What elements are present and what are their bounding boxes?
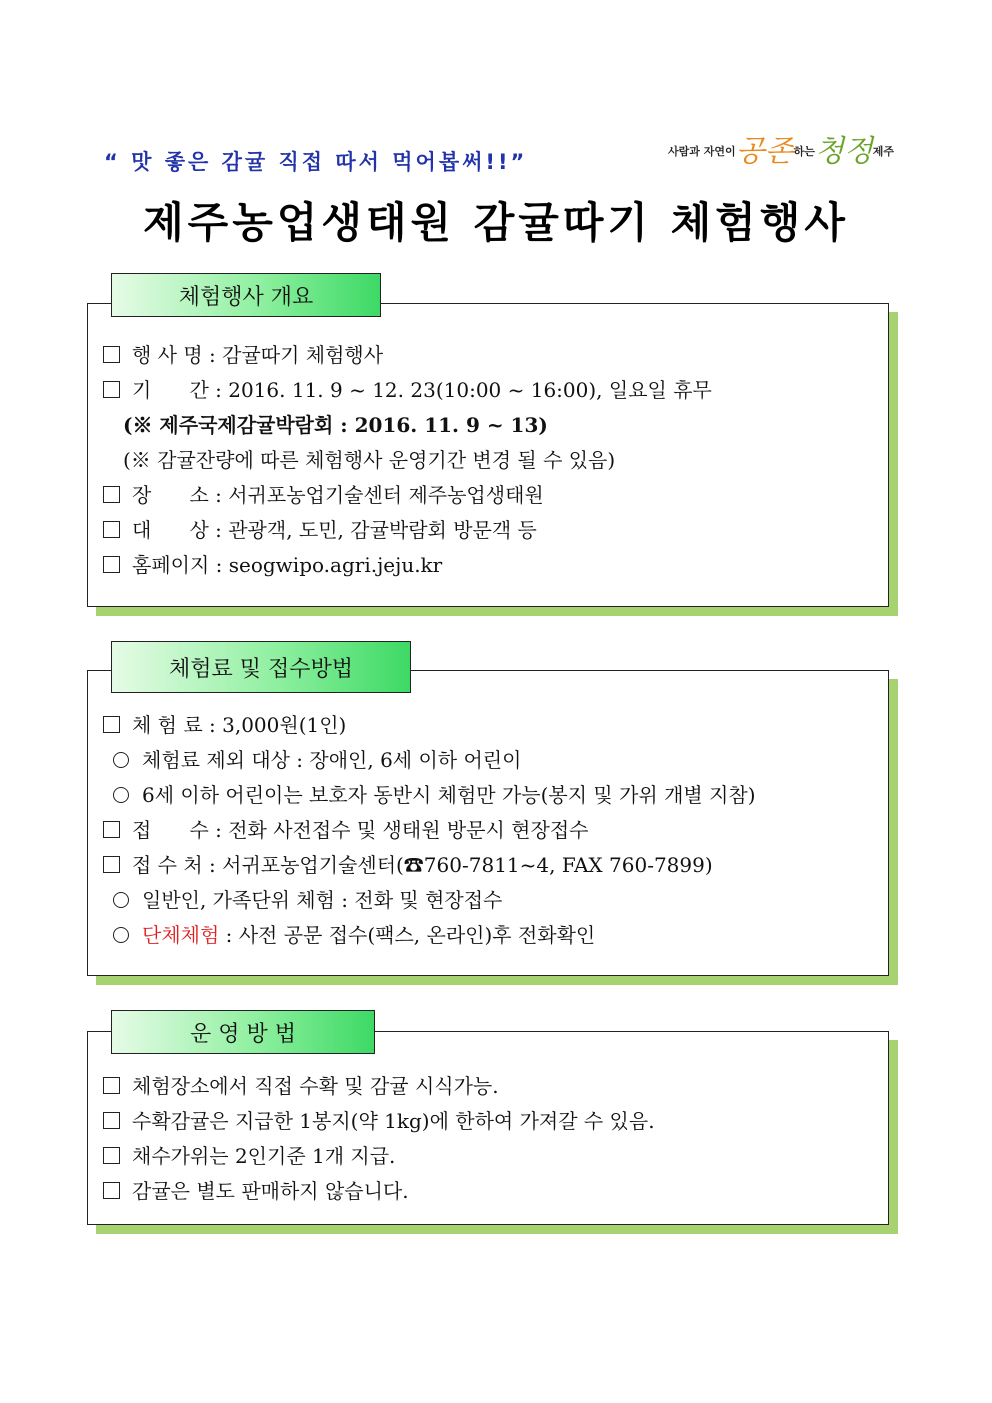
checkbox-icon (103, 1112, 120, 1129)
list-item: 단체체험 : 사전 공문 접수(팩스, 온라인)후 전화확인 (103, 918, 879, 953)
checkbox-icon (103, 716, 120, 733)
list-item: 체 험 료 : 3,000원(1인) (103, 708, 879, 743)
circle-bullet-icon (113, 927, 129, 943)
list-item: 체험장소에서 직접 수확 및 감귤 시식가능. (103, 1069, 879, 1104)
section-operation-tab: 운 영 방 법 (111, 1010, 375, 1054)
list-item: 홈페이지 : seogwipo.agri.jeju.kr (103, 548, 879, 583)
circle-bullet-icon (113, 892, 129, 908)
checkbox-icon (103, 856, 120, 873)
group-experience-label: 단체체험 (142, 923, 220, 947)
section-overview (87, 273, 889, 607)
list-item: 접 수 : 전화 사전접수 및 생태원 방문시 현장접수 (103, 813, 879, 848)
list-item: 채수가위는 2인기준 1개 지급. (103, 1139, 879, 1174)
list-item: (※ 제주국제감귤박람회 : 2016. 11. 9 ~ 13) (123, 413, 548, 437)
checkbox-icon (103, 1182, 120, 1199)
list-item: 대 상 : 관광객, 도민, 감귤박람회 방문객 등 (103, 513, 879, 548)
section-fee (87, 641, 889, 976)
jeju-logo: $^{사람과 자연이}$공존$^{하는}$청정$^{제주}$ (668, 134, 895, 169)
checkbox-icon (103, 821, 120, 838)
circle-bullet-icon (113, 787, 129, 803)
checkbox-icon (103, 556, 120, 573)
list-item: 접 수 처 : 서귀포농업기술센터(☎760-7811~4, FAX 760-7899) (103, 848, 879, 883)
list-item: 행 사 명 : 감귤따기 체험행사 (103, 338, 879, 373)
checkbox-icon (103, 346, 120, 363)
checkbox-icon (103, 1077, 120, 1094)
section-operation (87, 1010, 889, 1225)
list-item: 수확감귤은 지급한 1봉지(약 1kg)에 한하여 가져갈 수 있음. (103, 1104, 879, 1139)
checkbox-icon (103, 1147, 120, 1164)
list-item: (※ 감귤잔량에 따른 체험행사 운영기간 변경 될 수 있음) (123, 448, 616, 472)
list-item: 감귤은 별도 판매하지 않습니다. (103, 1174, 879, 1209)
page-title: 제주농업생태원 감귤따기 체험행사 (143, 198, 849, 247)
list-item: 기 간 : 2016. 11. 9 ~ 12. 23(10:00 ~ 16:00), 일요일 휴무 (103, 373, 879, 408)
slogan: “ 맛 좋은 감귤 직접 따서 먹어봅써!!” (104, 150, 528, 174)
list-item: 일반인, 가족단위 체험 : 전화 및 현장접수 (103, 883, 879, 918)
section-overview-list (103, 338, 879, 583)
section-overview-tab: 체험행사 개요 (111, 273, 381, 317)
checkbox-icon (103, 521, 120, 538)
section-fee-tab: 체험료 및 접수방법 (111, 641, 411, 693)
checkbox-icon (103, 381, 120, 398)
section-operation-list (103, 1069, 879, 1209)
circle-bullet-icon (113, 752, 129, 768)
list-item: 장 소 : 서귀포농업기술센터 제주농업생태원 (103, 478, 879, 513)
checkbox-icon (103, 486, 120, 503)
section-fee-list (103, 708, 879, 953)
list-item: 6세 이하 어린이는 보호자 동반시 체험만 가능(봉지 및 가위 개별 지참) (103, 778, 879, 813)
list-item: 체험료 제외 대상 : 장애인, 6세 이하 어린이 (103, 743, 879, 778)
